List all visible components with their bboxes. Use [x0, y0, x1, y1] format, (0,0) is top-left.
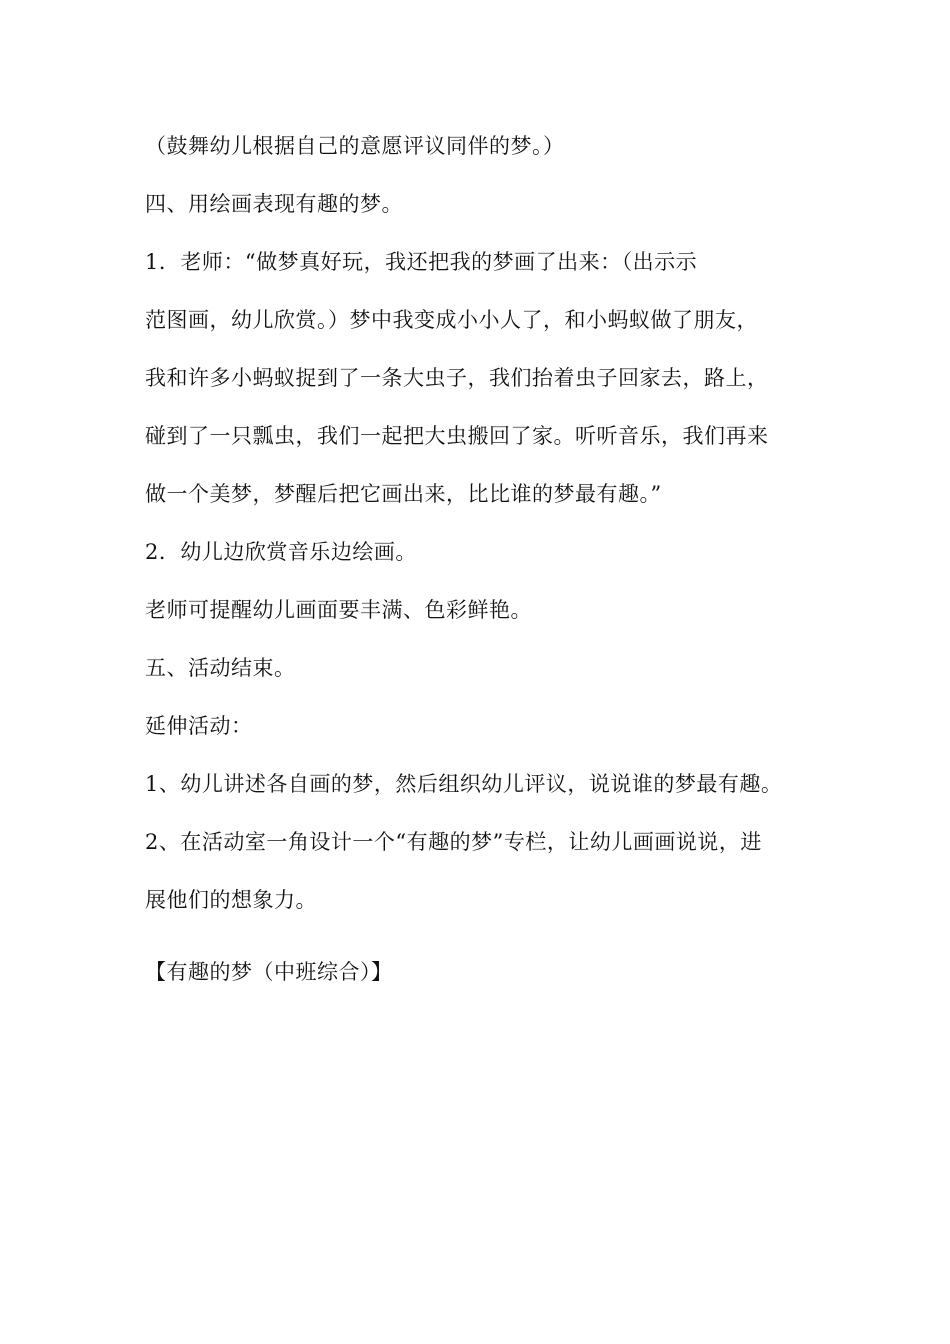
- section-heading-5: 五、活动结束。: [145, 656, 296, 680]
- paragraph-line: 范图画，幼儿欣赏。）梦中我变成小小人了，和小蚂蚁做了朋友，: [145, 308, 758, 332]
- document-body: [145, 134, 825, 946]
- document-title: 【有趣的梦（中班综合）】: [145, 960, 393, 984]
- paragraph-line: （鼓舞幼儿根据自己的意愿评议同伴的梦。）: [145, 134, 565, 158]
- paragraph-line: 2、在活动室一角设计一个“有趣的梦”专栏，让幼儿画画说说，进: [145, 830, 762, 854]
- extension-heading: 延伸活动：: [145, 714, 253, 738]
- paragraph-line: 我和许多小蚂蚁捉到了一条大虫子，我们抬着虫子回家去，路上，: [145, 366, 769, 390]
- paragraph-line: 1、幼儿讲述各自画的梦，然后组织幼儿评议，说说谁的梦最有趣。: [145, 772, 783, 796]
- paragraph-line: 1．老师：“做梦真好玩，我还把我的梦画了出来：（出示示: [145, 250, 698, 274]
- paragraph-line: 展他们的想象力。: [145, 888, 317, 912]
- paragraph-line: 做一个美梦，梦醒后把它画出来，比比谁的梦最有趣。”: [145, 482, 662, 506]
- paragraph-line: 老师可提醒幼儿画面要丰满、色彩鲜艳。: [145, 598, 532, 622]
- paragraph-line: 碰到了一只瓢虫，我们一起把大虫搬回了家。听听音乐，我们再来: [145, 424, 769, 448]
- section-heading-4: 四、用绘画表现有趣的梦。: [145, 192, 403, 216]
- paragraph-line: 2．幼儿边欣赏音乐边绘画。: [145, 540, 417, 564]
